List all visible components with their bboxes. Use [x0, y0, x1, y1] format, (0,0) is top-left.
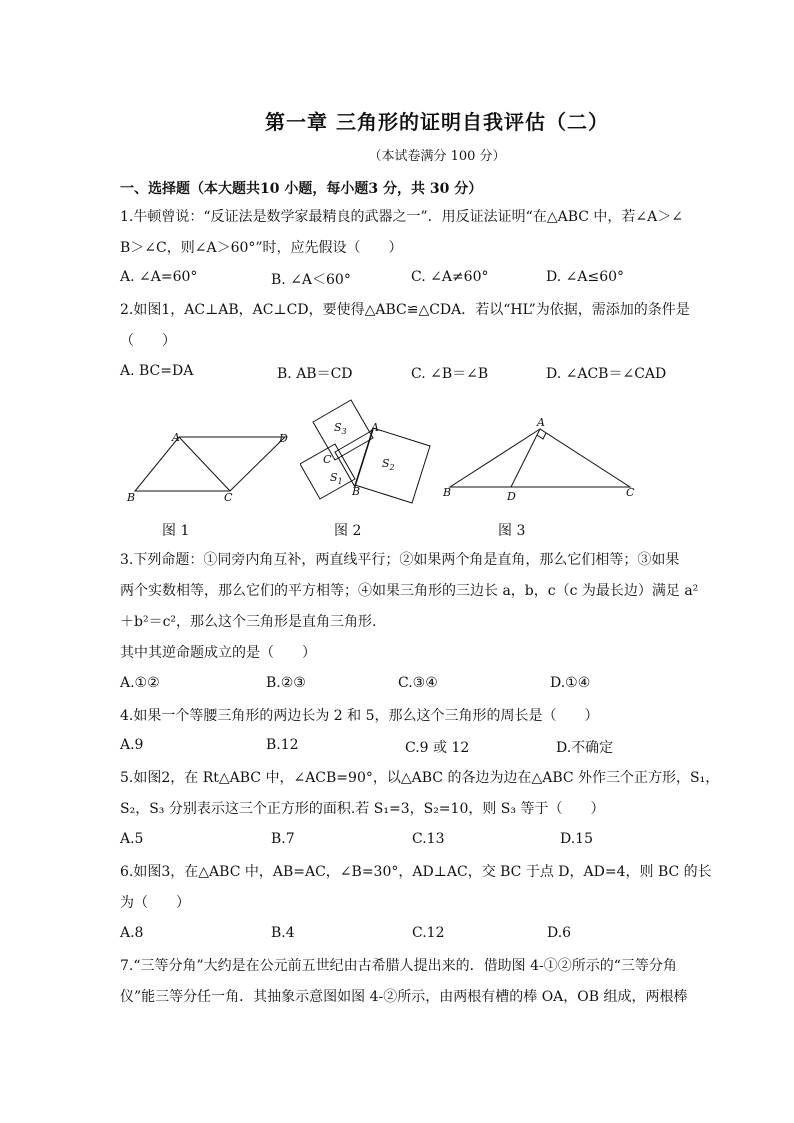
fig3-label-c: C	[626, 486, 635, 499]
fig2-label-s2: $S_2$	[382, 457, 395, 472]
q6-line2: 为（ ）	[120, 895, 190, 911]
q3-line3: ＋b²＝c²，那么这个三角形是直角三角形.	[120, 614, 377, 630]
q6-option-c: C.12	[412, 925, 445, 941]
figure-2-caption: 图 2	[334, 523, 362, 539]
q3-option-a: A.①②	[120, 675, 160, 691]
figure-2-squares	[300, 395, 450, 510]
section-heading: 一、选择题（本大题共10 小题，每小题3 分，共 30 分）	[120, 181, 483, 197]
q6-option-a: A.8	[120, 925, 144, 941]
q2-option-a: A. BC=DA	[120, 363, 194, 379]
fig2-label-s1: $S_1$	[330, 471, 343, 486]
q3-option-d: D.①④	[550, 675, 591, 691]
figure-3-triangle	[440, 415, 650, 505]
q3-line1: 3.下列命题：①同旁内角互补，两直线平行；②如果两个角是直角，那么它们相等；③如果	[120, 552, 680, 568]
page-title: 第一章 三角形的证明自我评估（二）	[265, 110, 609, 134]
q4-option-c: C.9 或 12	[405, 740, 470, 756]
fig3-label-d: D	[507, 490, 516, 503]
q3-line2: 两个实数相等，那么它们的平方相等；④如果三角形的三边长 a，b，c（c 为最长边）满足 a²	[120, 583, 699, 599]
q1-line2: B＞∠C，则∠A＞60°”时，应先假设（ ）	[120, 240, 403, 256]
q3-option-c: C.③④	[398, 675, 438, 691]
q6-option-b: B.4	[271, 925, 295, 941]
fig2-label-a: A	[371, 421, 379, 434]
fig1-label-c: C	[224, 491, 233, 504]
q5-option-b: B.7	[271, 831, 295, 847]
q1-line1: 1.牛顿曾说：“反证法是数学家最精良的武器之一”．用反证法证明“在△ABC 中，若∠A＞∠	[120, 209, 683, 225]
fig2-label-c: C	[323, 453, 332, 466]
q2-line2: （ ）	[120, 333, 176, 349]
q5-option-d: D.15	[560, 831, 593, 847]
fig3-label-a: A	[537, 416, 545, 429]
fig1-label-b: B	[127, 491, 136, 504]
q5-option-c: C.13	[412, 831, 445, 847]
q2-line1: 2.如图1，AC⊥AB，AC⊥CD，要使得△ABC≌△CDA．若以“HL”为依据，需添加的条件是	[120, 302, 690, 318]
q5-option-a: A.5	[120, 831, 144, 847]
q6-line1: 6.如图3，在△ABC 中，AB=AC，∠B=30°，AD⊥AC，交 BC 于点 D，AD=4，则 BC 的长	[120, 864, 712, 880]
figure-1-caption: 图 1	[162, 523, 190, 539]
q3-line4: 其中其逆命题成立的是（ ）	[120, 645, 316, 661]
q2-option-c: C. ∠B＝∠B	[411, 366, 489, 382]
q4-option-b: B.12	[266, 737, 299, 753]
fig2-label-b: B	[352, 485, 361, 498]
q4-line1: 4.如果一个等腰三角形的两边长为 2 和 5，那么这个三角形的周长是（ ）	[120, 708, 599, 724]
q5-line2: S₂，S₃ 分别表示这三个正方形的面积.若 S₁=3，S₂=10，则 S₃ 等于（ ）	[120, 801, 605, 817]
figure-1-parallelogram	[120, 425, 300, 510]
figure-3-caption: 图 3	[498, 523, 526, 539]
q7-line2: 仪”能三等分任一角．其抽象示意图如图 4-②所示，由两根有槽的棒 OA，OB 组成，两根棒	[120, 989, 688, 1005]
q6-option-d: D.6	[547, 925, 572, 941]
q7-line1: 7.“三等分角”大约是在公元前五世纪由古希腊人提出来的．借助图 4-①②所示的“三等分角	[120, 958, 677, 974]
fig3-label-b: B	[443, 486, 452, 499]
fig1-label-d: D	[279, 432, 288, 445]
q1-option-b: B. ∠A＜60°	[271, 272, 351, 288]
q2-option-b: B. AB＝CD	[277, 366, 353, 382]
q2-option-d: D. ∠ACB＝∠CAD	[546, 366, 667, 382]
score-note: （本试卷满分 100 分）	[368, 149, 506, 164]
q4-option-d: D.不确定	[556, 740, 614, 756]
fig2-label-s3: $S_3$	[334, 421, 347, 436]
q4-option-a: A.9	[120, 737, 144, 753]
q1-option-d: D. ∠A≤60°	[546, 269, 625, 285]
fig1-label-a: A	[172, 431, 180, 444]
q1-option-c: C. ∠A≠60°	[411, 269, 489, 285]
q1-option-a: A. ∠A=60°	[120, 269, 198, 285]
q5-line1: 5.如图2，在 Rt△ABC 中，∠ACB=90°，以△ABC 的各边为边在△ABC 外作三个正方形，S₁，	[120, 770, 720, 786]
q3-option-b: B.②③	[266, 675, 306, 691]
